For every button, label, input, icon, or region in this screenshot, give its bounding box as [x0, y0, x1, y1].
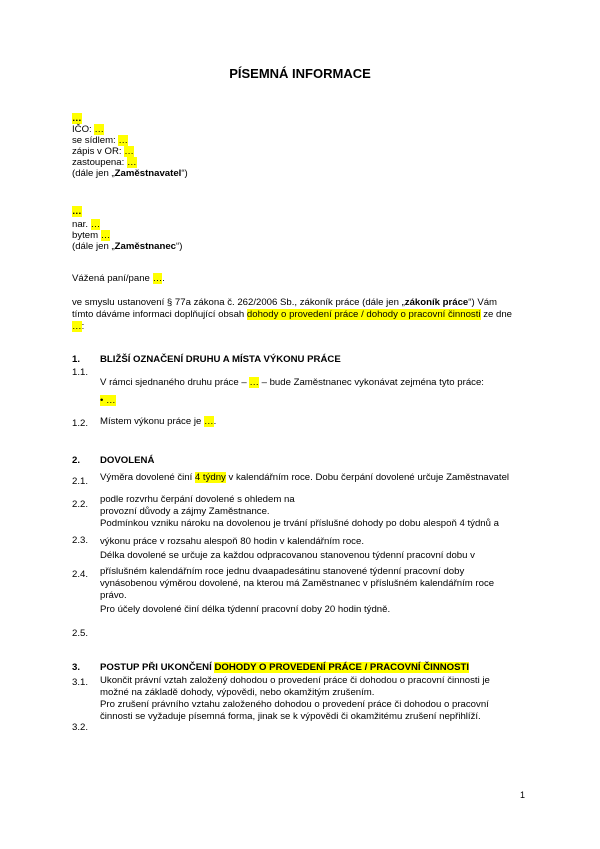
clause-2-3-line-2: výkonu práce v rozsahu alespoň 80 hodin v kalendářním roce.: [100, 536, 364, 547]
employee-name-placeholder: …: [72, 206, 82, 217]
employer-seat: se sídlem: …: [72, 135, 128, 146]
employer-register-value: …: [124, 146, 134, 157]
clause-1-1-text: V rámci sjednaného druhu práce – … – bude Zaměstnanec vykonávat zejména tyto práce:: [100, 377, 484, 388]
employer-alias: (dále jen „Zaměstnavatel“): [72, 168, 188, 179]
section-1-heading: BLIŽŠÍ OZNAČENÍ DRUHU A MÍSTA VÝKONU PRÁCE: [100, 354, 341, 365]
clause-2-4-line-3: vynásobenou výměrou dovolené, na kterou má Zaměstnanec v příslušném kalendářním roce: [100, 578, 495, 589]
clause-2-4-line-2: příslušném kalendářním roce jednu dvaapadesátinu stanovené týdenní pracovní doby: [100, 566, 465, 577]
clause-2-5-number: 2.5.: [72, 628, 89, 639]
intro-line-2: tímto dáváme informaci doplňující obsah dohody o provedení práce / dohody o pracovní činnosti ze dne: [72, 309, 513, 320]
clause-2-1-text: Výměra dovolené činí 4 týdny v kalendářním roce. Dobu čerpání dovolené určuje Zaměstnavatel: [100, 472, 510, 483]
section-2-heading: DOVOLENÁ: [100, 455, 155, 466]
section-2-number: 2.: [72, 455, 81, 466]
clause-2-1-number: 2.1.: [72, 476, 89, 487]
employer-seat-value: …: [118, 135, 128, 146]
employee-born-value: …: [90, 219, 101, 230]
clause-2-4-number: 2.4.: [72, 569, 89, 580]
clause-3-1-line-2: možné na základě dohody, výpovědi, nebo okamžitým zrušením.: [100, 687, 375, 698]
employee-name: [72, 206, 82, 217]
employee-residence: bytem …: [72, 230, 111, 241]
employer-register: zápis v OR: …: [72, 146, 134, 157]
clause-2-5-text: Pro účely dovolené činí délka týdenní pracovní doby 20 hodin týdně.: [100, 604, 391, 615]
section-3-heading: POSTUP PŘI UKONČENÍ DOHODY O PROVEDENÍ PRÁCE / PRACOVNÍ ČINNOSTI: [100, 662, 470, 673]
employee-born: nar. …: [72, 219, 101, 230]
document-title: PÍSEMNÁ INFORMACE: [229, 66, 371, 81]
clause-2-4-line-4: právo.: [100, 590, 127, 601]
page-number: 1: [520, 790, 526, 800]
clause-2-2-line-1: podle rozvrhu čerpání dovolené s ohledem na: [100, 494, 295, 505]
clause-2-2-line-2: provozní důvody a zájmy Zaměstnance.: [100, 506, 270, 517]
clause-2-3-line-1: Podmínkou vzniku nároku na dovolenou je trvání příslušné dohody po dobu alespoň 4 týdnů a: [100, 518, 499, 529]
clause-1-1-bullet: • …: [100, 395, 116, 406]
clause-1-1-number: 1.1.: [72, 367, 89, 378]
employer-ico: IČO: …: [72, 124, 104, 135]
intro-line-3: …:: [72, 321, 85, 332]
employer-rep-value: …: [126, 157, 137, 168]
clause-3-1-number: 3.1.: [72, 677, 89, 688]
intro-line-1: ve smyslu ustanovení § 77a zákona č. 262/2006 Sb., zákoník práce (dále jen „zákoník práce“) Vám: [72, 297, 498, 308]
greeting: Vážená paní/pane ….: [72, 273, 165, 284]
clause-2-4-line-1: Délka dovolené se určuje za každou odpracovanou stanovenou týdenní pracovní dobu v: [100, 550, 475, 561]
clause-2-2-number: 2.2.: [72, 499, 89, 510]
employee-residence-value: …: [100, 230, 111, 241]
clause-3-2-line-2: činnosti se vyžaduje písemná forma, jinak se k výpovědi či okamžitému zrušení nepřihlíží.: [100, 711, 481, 722]
clause-3-2-number: 3.2.: [72, 722, 89, 733]
employee-alias: (dále jen „Zaměstnanec“): [72, 241, 183, 252]
clause-3-2-line-1: Pro zrušení právního vztahu založeného dohodou o provedení práce či dohodou o pracovní: [100, 699, 489, 710]
clause-3-1-line-1: Ukončit právní vztah založený dohodou o provedení práce či dohodou o pracovní činnosti je: [100, 675, 490, 686]
clause-2-3-number: 2.3.: [72, 535, 89, 546]
clause-1-2-number: 1.2.: [72, 418, 89, 429]
employer-name-placeholder: …: [72, 113, 82, 124]
section-3-number: 3.: [72, 662, 81, 673]
employer-name: [72, 113, 82, 124]
section-1-number: 1.: [72, 354, 81, 365]
employer-representative: zastoupena: …: [72, 157, 137, 168]
employer-ico-value: …: [94, 124, 104, 135]
clause-1-2-text: Místem výkonu práce je ….: [100, 416, 217, 427]
